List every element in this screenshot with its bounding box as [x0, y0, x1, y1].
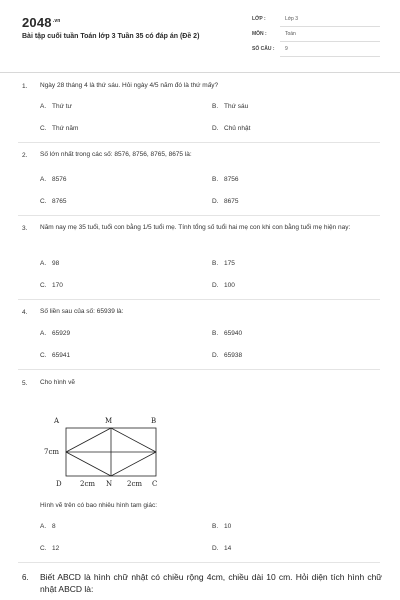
option-a[interactable]: A. 98 — [40, 260, 60, 267]
question-text: Năm nay mẹ 35 tuổi, tuổi con bằng 1/5 tuổi mẹ. Tính tổng số tuổi hai mẹ con khi con bằng tuổi mẹ hiện nay: — [40, 224, 351, 231]
question-text: Cho hình vẽ — [40, 379, 76, 386]
option-b[interactable]: B. 175 — [212, 260, 235, 267]
question-number: 4. — [22, 309, 28, 316]
segment-diag — [111, 428, 156, 452]
meta-underline — [280, 41, 380, 42]
meta-value: Toán — [285, 31, 296, 37]
option-d[interactable]: D. 14 — [212, 545, 232, 552]
option-c[interactable]: C. 170 — [40, 282, 63, 289]
divider — [18, 215, 380, 216]
vertex-label-a: A — [54, 417, 60, 425]
meta-class — [252, 16, 380, 27]
vertex-label-n: N — [106, 480, 113, 488]
option-c[interactable]: C. 8765 — [40, 198, 67, 205]
page-header — [0, 0, 400, 73]
question-subtext: Hình vẽ trên có bao nhiêu hình tam giác: — [40, 502, 158, 509]
option-b[interactable]: B. 65940 — [212, 330, 243, 337]
document-title: Bài tập cuối tuần Toán lớp 3 Tuần 35 có đáp án (Đề 2) — [22, 33, 200, 40]
length-label-nc: 2cm — [127, 480, 143, 488]
question-number: 1. — [22, 83, 28, 90]
side-length-label: 7cm — [44, 448, 60, 456]
question-text: Ngày 28 tháng 4 là thứ sáu. Hỏi ngày 4/5 năm đó là thứ mấy? — [40, 82, 219, 89]
meta-label: SỐ CÂU : — [252, 46, 275, 52]
option-d[interactable]: D. 100 — [212, 282, 235, 289]
segment-diag — [66, 452, 111, 476]
option-d[interactable]: D. 65938 — [212, 352, 243, 359]
question-text: Biết ABCD là hình chữ nhật có chiều rộng 4cm, chiều dài 10 cm. Hỏi diện tích hình chữ nhật ABCD là: — [40, 572, 382, 594]
vertex-label-m: M — [105, 417, 113, 425]
segment-diag — [66, 428, 111, 452]
divider — [18, 142, 380, 143]
option-a[interactable]: A. Thứ tư — [40, 103, 72, 110]
option-d[interactable]: D. 8675 — [212, 198, 239, 205]
question-number: 6. — [22, 573, 29, 582]
meta-value: 9 — [285, 46, 288, 52]
meta-label: MÔN : — [252, 31, 267, 37]
site-logo[interactable] — [22, 15, 61, 30]
divider — [18, 369, 380, 370]
logo-suffix: .vn — [52, 17, 61, 24]
divider — [18, 299, 380, 300]
question-number: 2. — [22, 152, 28, 159]
option-c[interactable]: C. 65941 — [40, 352, 71, 359]
meta-subject — [252, 31, 380, 42]
vertex-label-c: C — [152, 480, 158, 488]
divider — [18, 562, 380, 563]
option-b[interactable]: B. 10 — [212, 523, 232, 530]
meta-question-count — [252, 46, 380, 57]
logo-text: 2048 — [22, 15, 52, 30]
vertex-label-b: B — [151, 417, 157, 425]
length-label-dn: 2cm — [80, 480, 96, 488]
meta-label: LỚP : — [252, 16, 266, 22]
option-d[interactable]: D. Chủ nhật — [212, 125, 251, 132]
question-number: 5. — [22, 380, 28, 387]
segment-diag — [111, 452, 156, 476]
option-b[interactable]: B. 8756 — [212, 176, 239, 183]
question-text: Số lớn nhất trong các số: 8576, 8756, 8765, 8675 là: — [40, 151, 192, 158]
option-c[interactable]: C. Thứ năm — [40, 125, 79, 132]
question-number: 3. — [22, 225, 28, 232]
option-a[interactable]: A. 65929 — [40, 330, 71, 337]
vertex-label-d: D — [56, 480, 62, 488]
option-c[interactable]: C. 12 — [40, 545, 60, 552]
meta-underline — [280, 26, 380, 27]
meta-underline — [280, 56, 380, 57]
question-text: Số liền sau của số: 65939 là: — [40, 308, 124, 315]
meta-value: Lớp 3 — [285, 16, 299, 22]
option-b[interactable]: B. Thứ sáu — [212, 103, 249, 110]
option-a[interactable]: A. 8576 — [40, 176, 67, 183]
rectangle-figure — [40, 414, 180, 496]
option-a[interactable]: A. 8 — [40, 523, 56, 530]
